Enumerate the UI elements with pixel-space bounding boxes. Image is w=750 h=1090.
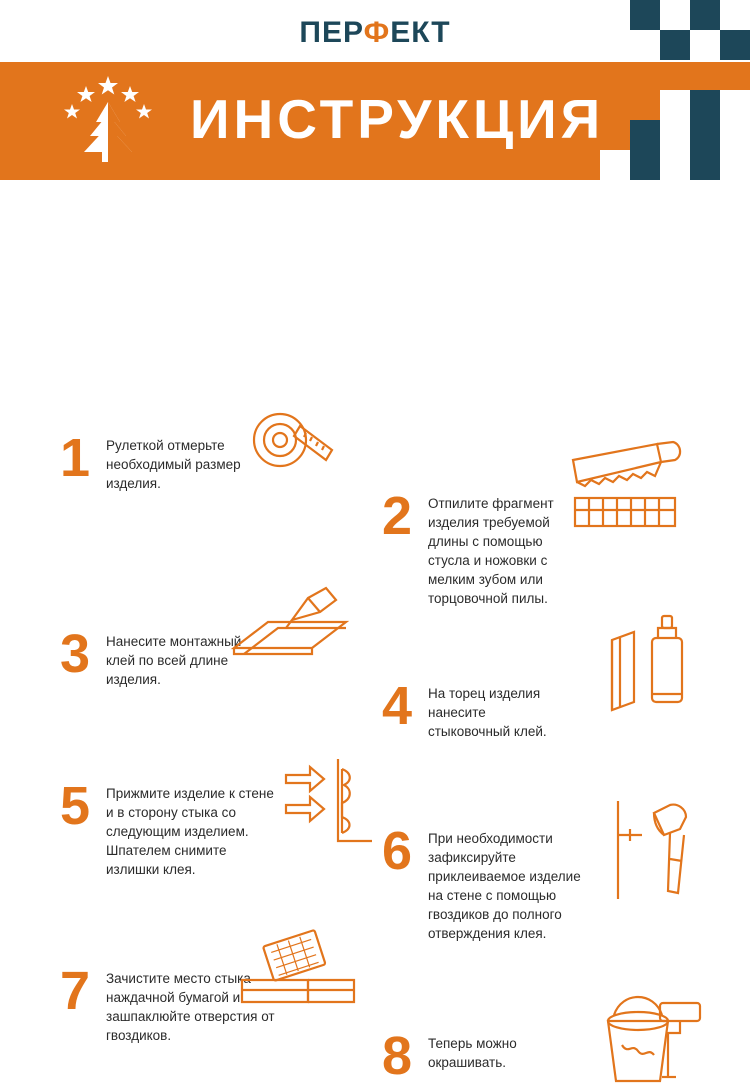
steps-container xyxy=(0,180,750,1086)
brand-bar xyxy=(0,0,750,62)
hand-saw-and-miter-box-icon xyxy=(565,438,685,548)
step-item-2 xyxy=(382,486,572,608)
step-number-2: 2 xyxy=(382,486,413,546)
step-item-3 xyxy=(60,624,255,689)
step-text-3: Нанесите монтажный клей по всей длине изделия. xyxy=(106,634,242,687)
step-text-1: Рулеткой отмерьте необходимый размер изделия. xyxy=(106,438,241,491)
step-number-4: 4 xyxy=(382,676,413,736)
tree-emblem-icon xyxy=(56,74,160,170)
sandpaper-on-joint-icon xyxy=(238,928,358,1013)
step-text-2: Отпилите фрагмент изделия требуемой длины с помощью стусла и ножовки с мелким зубом или торцовочной пилы. xyxy=(428,496,554,606)
step-text-4: На торец изделия нанесите стыковочный клей. xyxy=(428,686,547,739)
step-item-6 xyxy=(382,821,587,943)
step-text-5: Прижмите изделие к стене и в сторону стыка со следующим изделием. Шпателем снимите излишки клея. xyxy=(106,786,274,877)
brand-logo-suffix: ЕКТ xyxy=(390,16,451,49)
step-number-1: 1 xyxy=(60,428,91,488)
brand-logo-prefix: ПЕР xyxy=(299,16,364,49)
title-band xyxy=(0,62,750,180)
step-text-6: При необходимости зафиксируйте приклеиваемое изделие на стене с помощью гвоздиков до полного отверждения клея. xyxy=(428,831,581,941)
page-title: ИНСТРУКЦИЯ xyxy=(190,88,605,150)
step-text-8: Теперь можно окрашивать. xyxy=(428,1036,517,1070)
step-item-8 xyxy=(382,1026,552,1086)
paint-bucket-and-roller-icon xyxy=(598,985,708,1090)
step-item-4 xyxy=(382,676,562,741)
step-text-7: Зачистите место стыка наждачной бумагой и зашпаклюйте отверстия от гвоздиков. xyxy=(106,971,275,1043)
glue-tube-and-moulding-icon xyxy=(600,610,695,715)
step-number-5: 5 xyxy=(60,776,91,836)
hammer-and-nail-icon xyxy=(608,795,708,905)
brand-logo-accent: Ф xyxy=(363,16,391,49)
press-to-wall-arrows-icon xyxy=(280,755,375,850)
step-number-6: 6 xyxy=(382,821,413,881)
step-number-7: 7 xyxy=(60,961,91,1021)
step-number-8: 8 xyxy=(382,1026,413,1086)
checker-pattern-band xyxy=(600,62,750,180)
step-number-3: 3 xyxy=(60,624,91,684)
tape-measure-icon xyxy=(248,408,338,488)
checker-pattern-top xyxy=(630,0,750,70)
step-item-1 xyxy=(60,428,270,493)
step-item-5 xyxy=(60,776,280,879)
glue-gun-on-moulding-icon xyxy=(228,578,353,673)
